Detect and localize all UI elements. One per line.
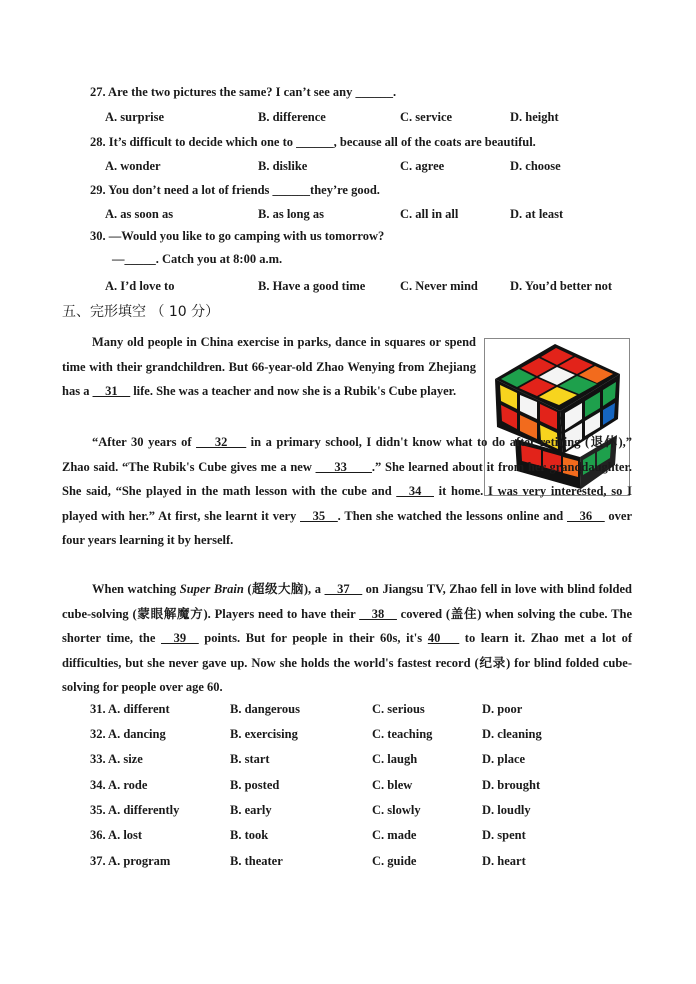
- choice-d: D. cleaning: [482, 727, 542, 741]
- passage-text: on Jiangsu TV, Zhao fell in love with blind folded cube-solving (蒙眼解魔方). Players need to have their: [62, 582, 632, 621]
- question-29-stem: 29. You don’t need a lot of friends ______they’re good.: [90, 183, 380, 197]
- q27-option-d: D. height: [510, 110, 559, 124]
- q27-option-c: C. service: [400, 110, 453, 124]
- choice-a: 37. A. program: [90, 854, 171, 868]
- choice-b: B. early: [230, 803, 272, 817]
- choice-b: B. took: [230, 828, 269, 842]
- choice-a: 35. A. differently: [90, 803, 180, 817]
- choice-c: C. blew: [372, 778, 413, 792]
- q29-option-c: C. all in all: [400, 207, 459, 221]
- passage-text: life. She was a teacher and now she is a Rubik's Cube player.: [130, 384, 457, 399]
- section-score: （ 10 分）: [150, 304, 220, 320]
- choice-d: D. heart: [482, 854, 526, 868]
- passage-text: to learn it. Zhao met a lot of difficulties, but she never gave up. Now she holds the world's fastest record (纪录) for blind folded cube-solving for people over age 60.: [62, 631, 633, 695]
- choice-d: D. place: [482, 752, 526, 766]
- q30-option-b: B. Have a good time: [258, 279, 366, 293]
- blank-35: __35__: [300, 508, 338, 523]
- question-28-stem: 28. It’s difficult to decide which one to ______, because all of the coats are beautiful.: [90, 135, 536, 149]
- choice-a: 33. A. size: [90, 752, 143, 766]
- q29-option-a: A. as soon as: [105, 207, 174, 221]
- choice-c: C. guide: [372, 854, 417, 868]
- q30-option-d: D. You’d better not: [510, 279, 613, 293]
- q28-option-b: B. dislike: [258, 159, 308, 173]
- blank-37: __37__: [324, 582, 363, 596]
- show-title: Super Brain: [179, 582, 244, 596]
- choice-c: C. laugh: [372, 752, 418, 766]
- passage-text: Many old people in China exercise in parks, dance in squares or spend time with their grandchildren. But 66-year-old Zhao Wenying from Zhejiang has a: [62, 335, 476, 399]
- choice-c: C. made: [372, 828, 417, 842]
- question-30-reply: —_____. Catch you at 8:00 a.m.: [112, 252, 283, 266]
- blank-40: 40___: [427, 631, 460, 646]
- passage-paragraph-1: [62, 330, 476, 404]
- q30-option-c: C. Never mind: [400, 279, 478, 293]
- choice-a: 36. A. lost: [90, 828, 143, 842]
- section-name: 五、完形填空: [62, 304, 146, 320]
- q30-option-a: A. I’d love to: [105, 279, 175, 293]
- q27-option-a: A. surprise: [105, 110, 165, 124]
- question-27-stem: 27. Are the two pictures the same? I can’t see any ______.: [90, 85, 397, 99]
- blank-32: ___32___: [196, 435, 247, 449]
- q28-option-a: A. wonder: [105, 159, 161, 173]
- passage-text: When watching: [92, 582, 180, 596]
- choice-c: C. slowly: [372, 803, 421, 817]
- choice-c: C. serious: [372, 702, 425, 716]
- choice-a: 32. A. dancing: [90, 727, 166, 741]
- passage-paragraph-2: [62, 430, 632, 553]
- choice-d: D. spent: [482, 828, 526, 842]
- passage-text: “After 30 years of: [92, 435, 197, 449]
- blank-31: __31__: [92, 384, 131, 399]
- passage-text: (超级大脑), a: [243, 582, 325, 596]
- passage-text: points. But for people in their 60s, it's: [198, 631, 428, 646]
- choice-a: 34. A. rode: [90, 778, 148, 792]
- choice-b: B. posted: [230, 778, 280, 792]
- q29-option-b: B. as long as: [258, 207, 324, 221]
- choice-b: B. start: [230, 752, 270, 766]
- blank-33: ___33____: [315, 459, 372, 474]
- choice-d: D. poor: [482, 702, 523, 716]
- passage-text: .” She learned about it from her granddaughter. She said, “She played in the math lesson with the cube and: [62, 459, 632, 499]
- q27-option-b: B. difference: [258, 110, 326, 124]
- passage-text: in a primary school, I didn't know what to do after retiring (退休),” Zhao said. “The Rubik's Cube gives me a new: [62, 435, 632, 474]
- q28-option-d: D. choose: [510, 159, 561, 173]
- question-30-stem: 30. —Would you like to go camping with us tomorrow?: [90, 229, 385, 243]
- choice-b: B. theater: [230, 854, 283, 868]
- q29-option-d: D. at least: [510, 207, 564, 221]
- choice-c: C. teaching: [372, 727, 433, 741]
- passage-text: it home. I was very interested, so I played with her.” At first, she learnt it very: [62, 484, 632, 523]
- q28-option-c: C. agree: [400, 159, 445, 173]
- blank-39: __39__: [161, 631, 199, 646]
- section-title: [62, 301, 219, 321]
- blank-38: __38__: [359, 606, 397, 621]
- passage-paragraph-3: [62, 577, 632, 700]
- choice-d: D. brought: [482, 778, 541, 792]
- passage-text: covered (盖住) when solving the cube. The shorter time, the: [62, 606, 632, 646]
- blank-36: __36__: [567, 508, 605, 523]
- choice-d: D. loudly: [482, 803, 531, 817]
- blank-34: __34__: [396, 484, 434, 499]
- passage-text: . Then she watched the lessons online and: [337, 508, 568, 523]
- choice-a: 31. A. different: [90, 702, 170, 716]
- passage-text: over four years learning it by herself.: [62, 508, 632, 548]
- choice-b: B. exercising: [230, 727, 298, 741]
- choice-b: B. dangerous: [230, 702, 300, 716]
